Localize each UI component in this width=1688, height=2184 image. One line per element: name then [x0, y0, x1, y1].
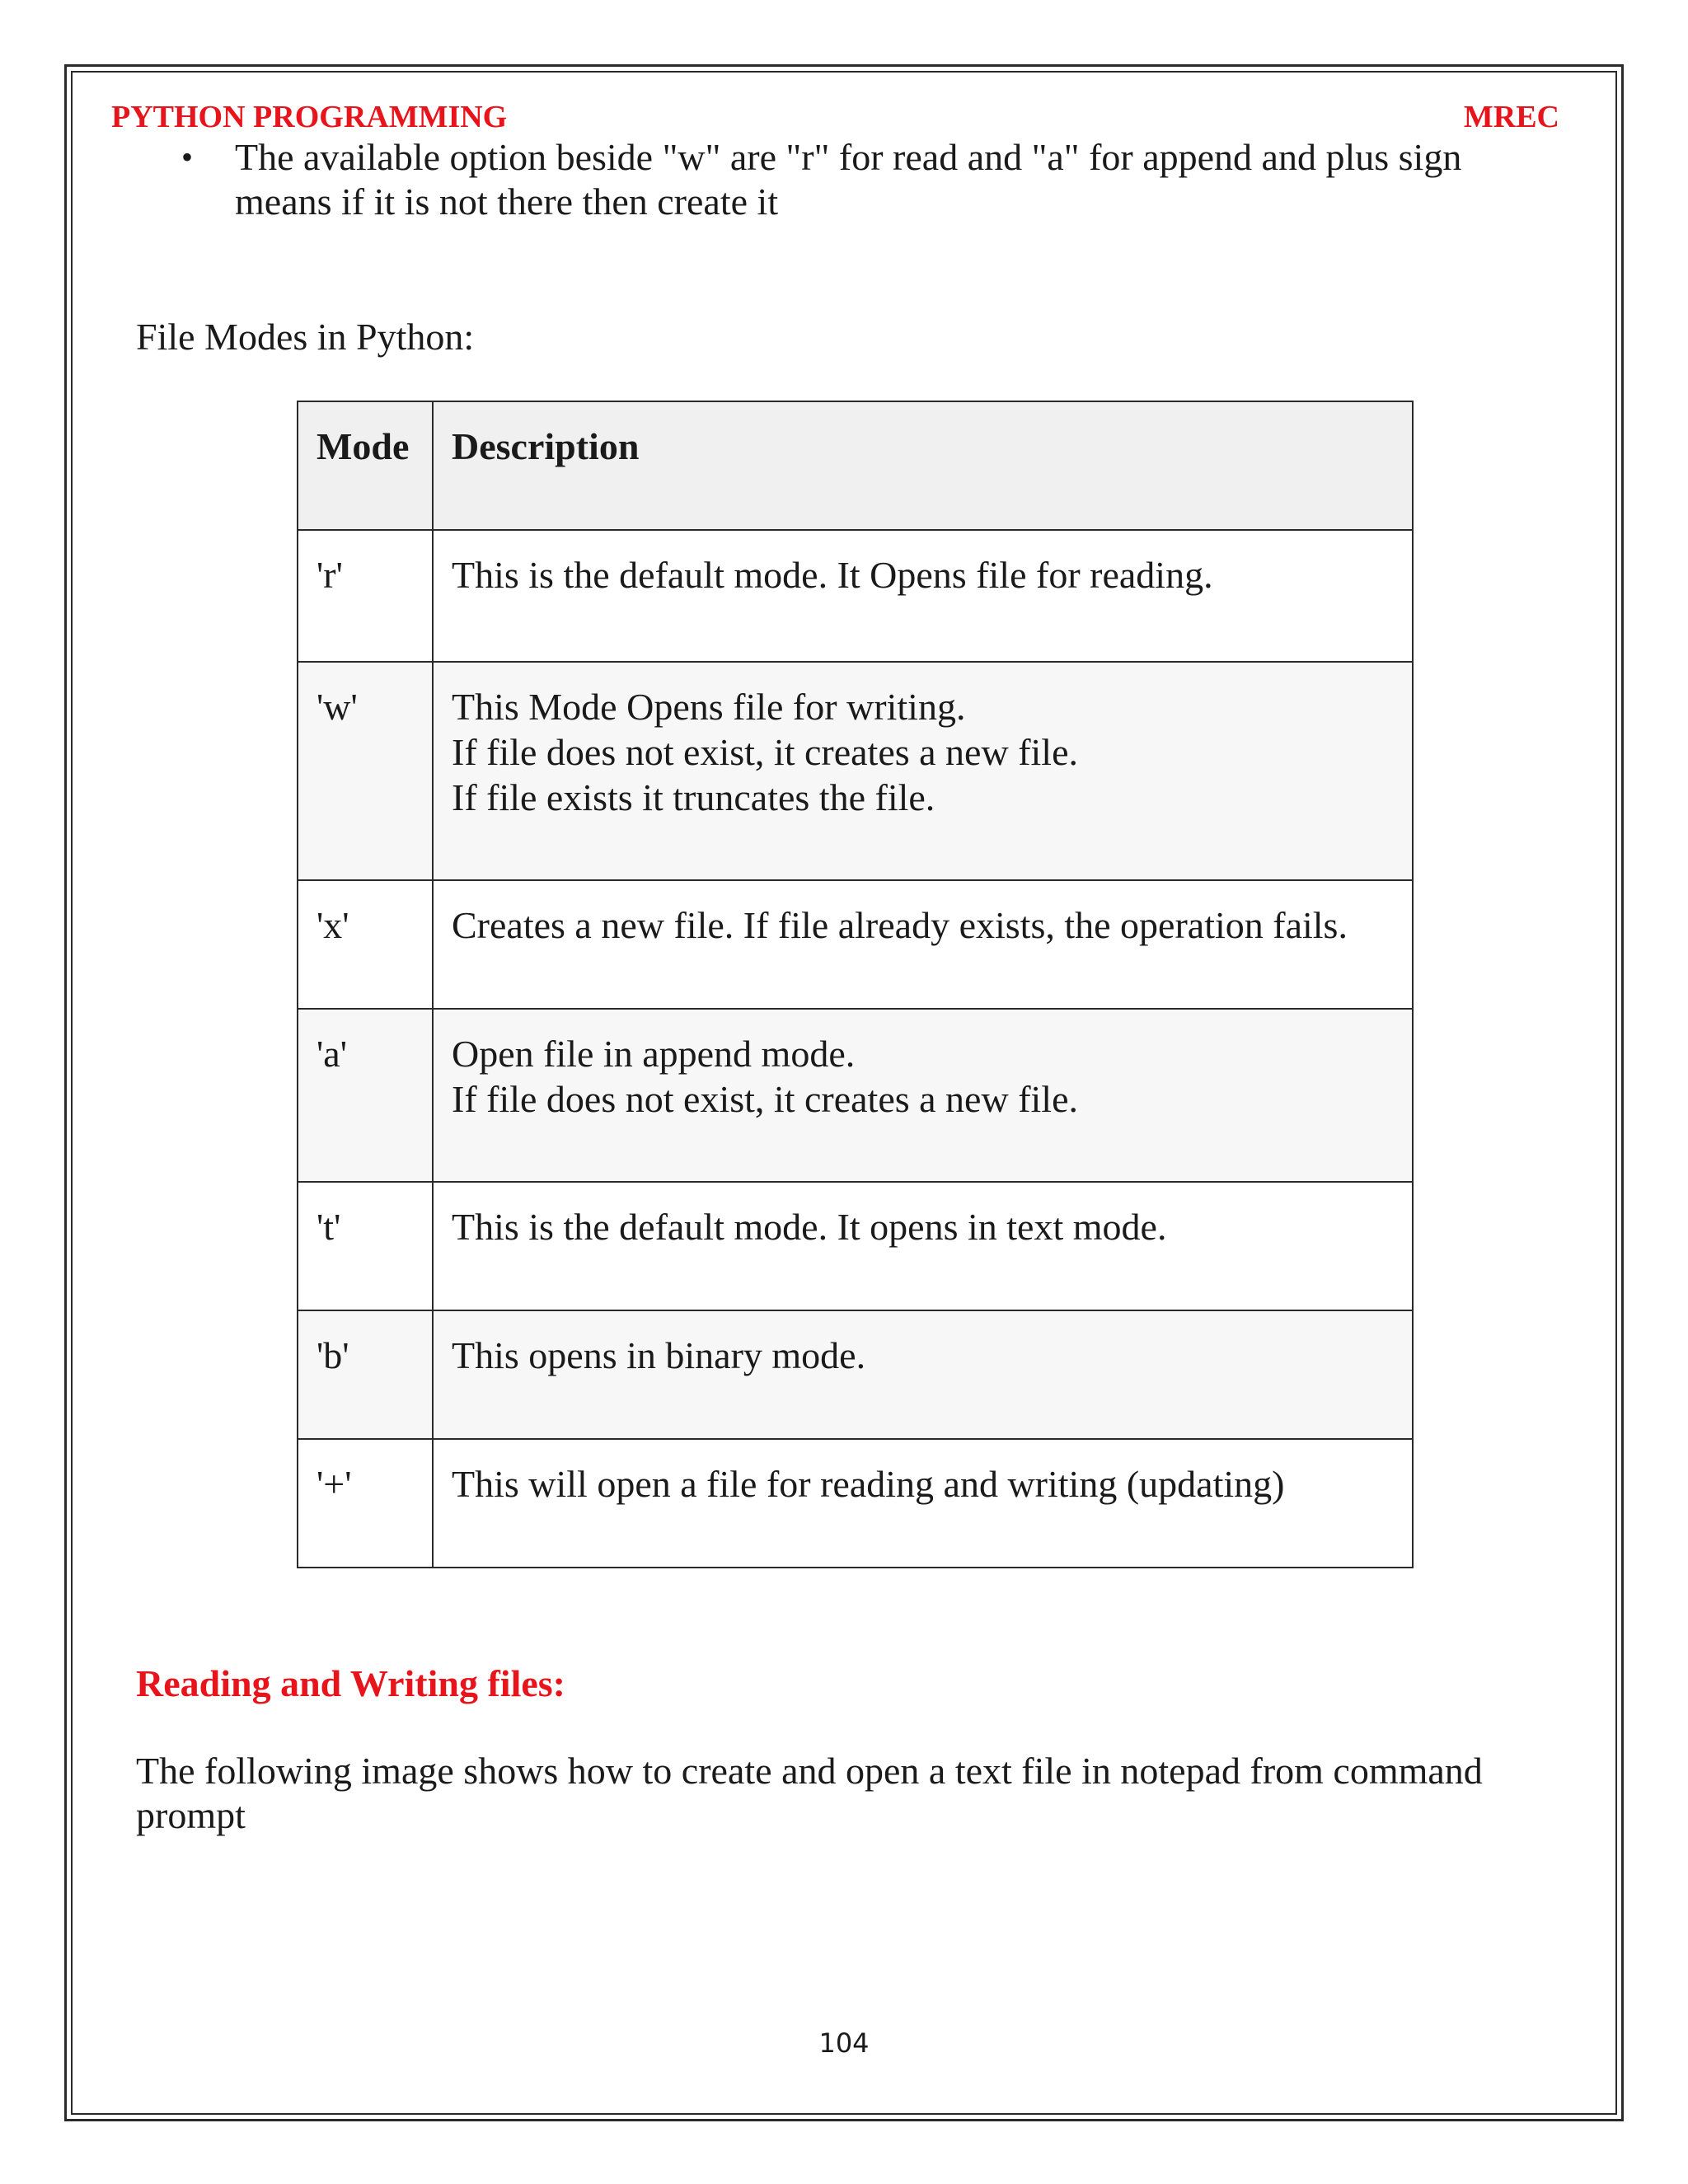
- mode-cell: 't': [298, 1182, 433, 1310]
- description-line: This opens in binary mode.: [452, 1334, 866, 1376]
- description-cell: [433, 880, 1413, 1009]
- table-row: [298, 530, 1413, 662]
- description-line: This Mode Opens file for writing.: [452, 686, 966, 728]
- mode-cell: 'b': [298, 1310, 433, 1439]
- description-line: This will open a file for reading and writing (updating): [452, 1463, 1285, 1505]
- description-line: If file does not exist, it creates a new file.: [452, 731, 1078, 773]
- table-row: [298, 1439, 1413, 1568]
- mode-cell: 'x': [298, 880, 433, 1009]
- file-modes-table: [297, 401, 1414, 1568]
- header-description: Description: [433, 401, 1413, 530]
- description-cell: [433, 662, 1413, 880]
- mode-cell: 'a': [298, 1009, 433, 1182]
- table-row: [298, 662, 1413, 880]
- header-title: PYTHON PROGRAMMING: [111, 100, 508, 134]
- section-label: File Modes in Python:: [136, 316, 475, 358]
- description-line: If file does not exist, it creates a new file.: [452, 1078, 1078, 1120]
- description-cell: [433, 1439, 1413, 1568]
- bullet-icon: •: [181, 138, 194, 176]
- bullet-item: [181, 135, 1517, 224]
- table-row: [298, 1009, 1413, 1182]
- page-number: 104: [818, 2027, 870, 2059]
- section-heading: Reading and Writing files:: [136, 1662, 565, 1704]
- mode-cell: 'r': [298, 530, 433, 662]
- mode-cell: '+': [298, 1439, 433, 1568]
- description-line: Creates a new file. If file already exists, the operation fails.: [452, 904, 1348, 946]
- description-cell: [433, 1310, 1413, 1439]
- description-line: Open file in append mode.: [452, 1033, 856, 1075]
- description-line: If file exists it truncates the file.: [452, 776, 935, 818]
- description-line: This is the default mode. It opens in text mode.: [452, 1206, 1167, 1248]
- header-mode: Mode: [298, 401, 433, 530]
- table-row: [298, 1182, 1413, 1310]
- body-paragraph: The following image shows how to create and open a text file in notepad from command prompt: [136, 1750, 1483, 1836]
- description-cell: [433, 1182, 1413, 1310]
- table-row: [298, 880, 1413, 1009]
- bullet-line: means if it is not there then create it: [235, 180, 779, 223]
- table-row: [298, 1310, 1413, 1439]
- header-institution: MREC: [1463, 100, 1559, 134]
- description-cell: [433, 1009, 1413, 1182]
- mode-cell: 'w': [298, 662, 433, 880]
- description-line: This is the default mode. It Opens file for reading.: [452, 554, 1213, 596]
- description-cell: [433, 530, 1413, 662]
- table-header-row: [298, 401, 1413, 530]
- bullet-text: [235, 135, 1517, 224]
- bullet-line: The available option beside "w" are "r" for read and "a" for append and plus sign: [235, 136, 1462, 178]
